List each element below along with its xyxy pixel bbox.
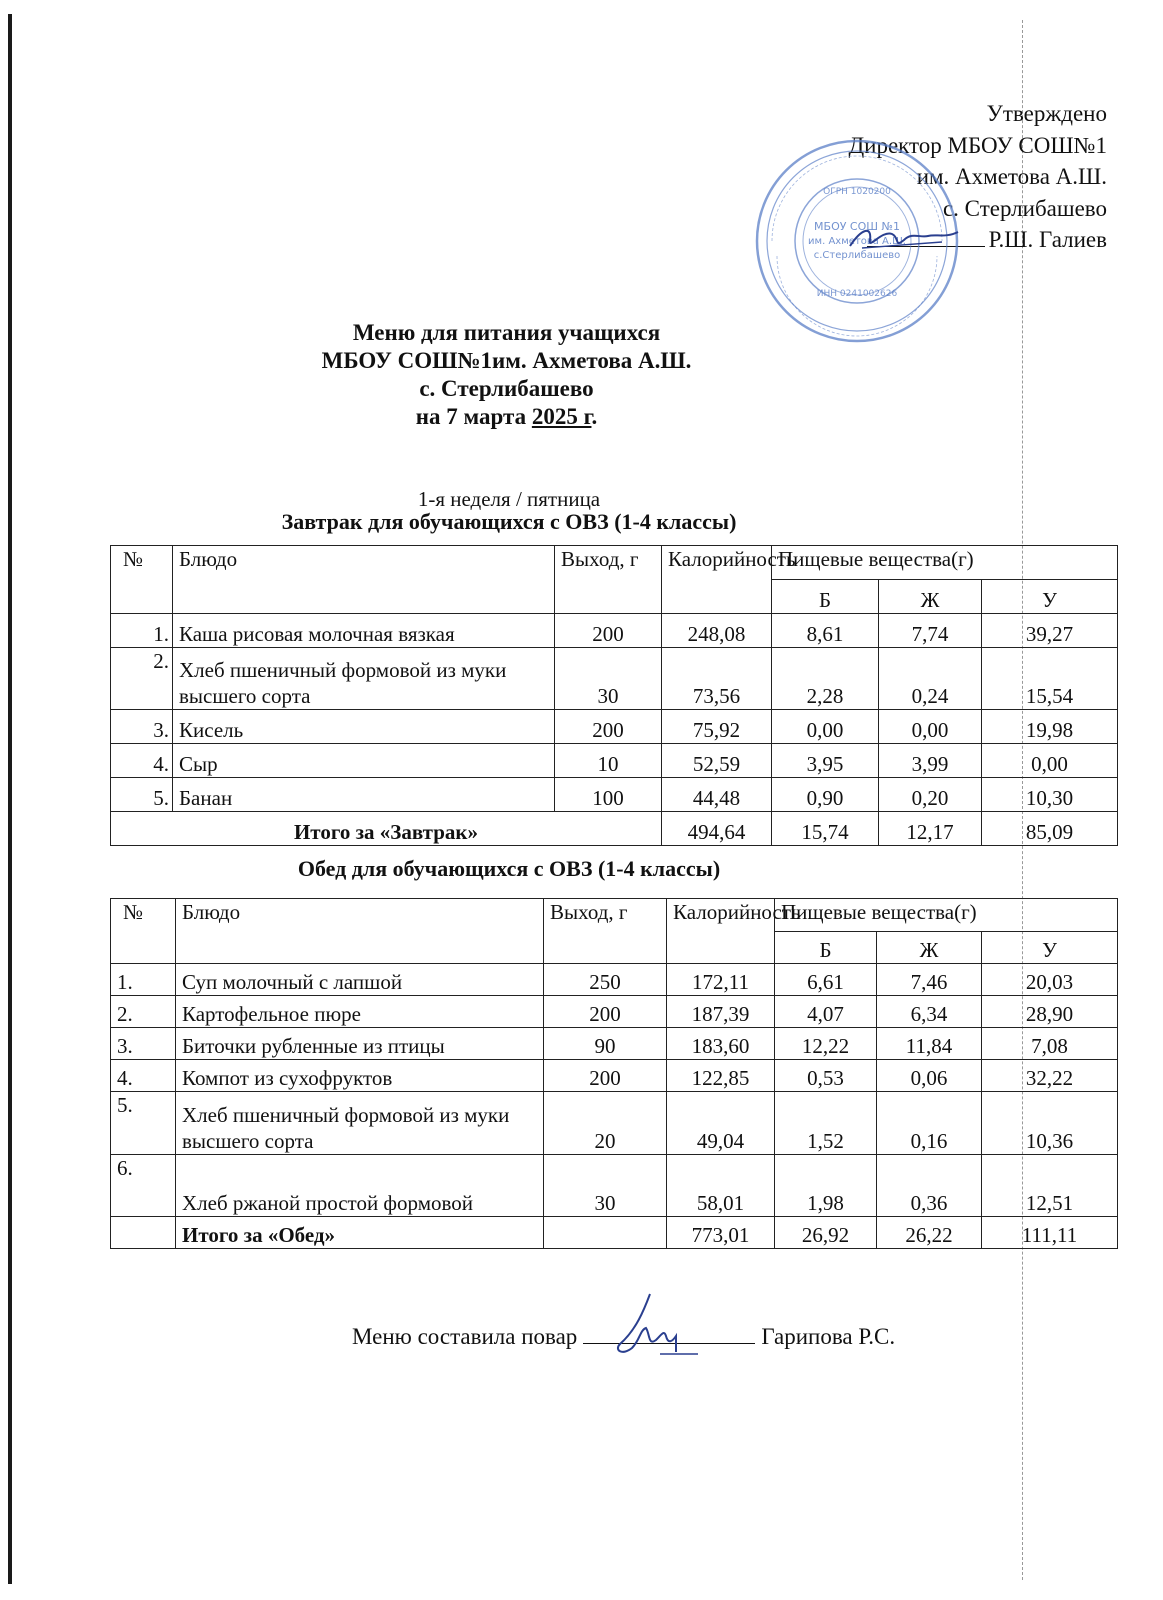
- row-carbs: 7,08: [982, 1028, 1118, 1060]
- lunch-header-protein: Б: [775, 932, 877, 964]
- breakfast-header-carbs: У: [982, 580, 1118, 614]
- table-row: [111, 1155, 1118, 1217]
- stamp-inner-line-1: МБОУ СОШ №1: [814, 220, 900, 233]
- total-protein: 26,92: [775, 1217, 877, 1249]
- breakfast-title-text: Завтрак для обучающихся с ОВЗ (1-4 классы): [281, 509, 737, 534]
- breakfast-header-num: №: [111, 546, 173, 614]
- row-fat: 7,74: [879, 614, 982, 648]
- row-number: 1.: [111, 614, 173, 648]
- total-carbs: 85,09: [982, 812, 1118, 846]
- total-protein: 15,74: [772, 812, 879, 846]
- breakfast-header-nutrients: Пищевые вещества(г): [772, 546, 1118, 580]
- row-carbs: 12,51: [982, 1155, 1118, 1217]
- table-row: [111, 964, 1118, 996]
- table-total-row: [111, 1217, 1118, 1249]
- approval-village: с. Стерлибашево: [942, 195, 1107, 221]
- menu-date-prefix: на 7 марта: [415, 404, 532, 429]
- approval-position: Директор МБОУ СОШ№1: [848, 132, 1107, 158]
- total-calories: 773,01: [667, 1217, 775, 1249]
- approval-title: Утверждено: [986, 101, 1107, 126]
- row-calories: 187,39: [667, 996, 775, 1028]
- row-dish: Сыр: [173, 744, 555, 778]
- stamp-inn: ИНН 0241002626: [816, 289, 898, 299]
- row-number: 2.: [111, 648, 173, 710]
- row-yield: 20: [544, 1092, 667, 1155]
- menu-title: Меню для питания учащихся: [352, 320, 661, 345]
- approval-school-name: им. Ахметова А.Ш.: [916, 164, 1107, 189]
- row-fat: 0,06: [877, 1060, 982, 1092]
- breakfast-title: [0, 509, 1163, 535]
- breakfast-header-protein: Б: [772, 580, 879, 614]
- row-fat: 0,36: [877, 1155, 982, 1217]
- table-total-row: [111, 812, 1118, 846]
- total-calories: 494,64: [662, 812, 772, 846]
- row-number: 1.: [111, 964, 176, 996]
- menu-school: МБОУ СОШ№1им. Ахметова А.Ш.: [321, 348, 692, 373]
- lunch-title-text: Обед для обучающихся с ОВЗ (1-4 классы): [297, 856, 721, 881]
- breakfast-header-fat: Ж: [879, 580, 982, 614]
- breakfast-header-calories: Калорийность: [662, 546, 772, 614]
- row-carbs: 32,22: [982, 1060, 1118, 1092]
- total-label: Итого за «Завтрак»: [111, 812, 662, 846]
- total-carbs: 111,11: [982, 1217, 1118, 1249]
- table-row: [111, 744, 1118, 778]
- row-protein: 6,61: [775, 964, 877, 996]
- row-number: 5.: [111, 1092, 176, 1155]
- row-carbs: 39,27: [982, 614, 1118, 648]
- row-yield: 30: [555, 648, 662, 710]
- row-calories: 75,92: [662, 710, 772, 744]
- total-fat: 26,22: [877, 1217, 982, 1249]
- table-row: [111, 996, 1118, 1028]
- row-dish: Хлеб пшеничный формовой из муки высшего сорта: [176, 1092, 544, 1155]
- row-protein: 1,52: [775, 1092, 877, 1155]
- stamp-ogrn: ОГРН 1020200: [823, 187, 891, 197]
- row-number: 5.: [111, 778, 173, 812]
- total-label: Итого за «Обед»: [176, 1217, 544, 1249]
- row-carbs: 0,00: [982, 744, 1118, 778]
- footer-label: Меню составила повар: [352, 1324, 578, 1349]
- row-dish: Суп молочный с лапшой: [176, 964, 544, 996]
- row-dish: Картофельное пюре: [176, 996, 544, 1028]
- stamp-inner-line-3: с.Стерлибашево: [813, 250, 901, 261]
- row-calories: 172,11: [667, 964, 775, 996]
- row-fat: 6,34: [877, 996, 982, 1028]
- row-protein: 0,90: [772, 778, 879, 812]
- menu-date: [0, 403, 1163, 431]
- row-protein: 3,95: [772, 744, 879, 778]
- row-carbs: 10,36: [982, 1092, 1118, 1155]
- row-calories: 183,60: [667, 1028, 775, 1060]
- lunch-header-carbs: У: [982, 932, 1118, 964]
- row-yield: 100: [555, 778, 662, 812]
- lunch-table: [110, 898, 1118, 1249]
- table-row: [111, 1060, 1118, 1092]
- row-protein: 0,53: [775, 1060, 877, 1092]
- row-number: 6.: [111, 1155, 176, 1217]
- lunch-header-dish: Блюдо: [176, 899, 544, 964]
- lunch-header-yield: Выход, г: [544, 899, 667, 964]
- lunch-header-num: №: [111, 899, 176, 964]
- row-yield: 200: [544, 996, 667, 1028]
- row-calories: 44,48: [662, 778, 772, 812]
- row-calories: 248,08: [662, 614, 772, 648]
- total-empty-cell: [111, 1217, 176, 1249]
- stamp-inner-line-2: им. Ахметова А.Ш.: [808, 236, 906, 247]
- row-dish: Биточки рубленные из птицы: [176, 1028, 544, 1060]
- row-number: 4.: [111, 1060, 176, 1092]
- total-yield-empty: [544, 1217, 667, 1249]
- cook-signature: [610, 1290, 700, 1362]
- week-label-text: 1-я неделя / пятница: [417, 487, 601, 511]
- row-fat: 11,84: [877, 1028, 982, 1060]
- row-protein: 4,07: [775, 996, 877, 1028]
- table-row: [111, 614, 1118, 648]
- row-fat: 0,16: [877, 1092, 982, 1155]
- row-yield: 200: [544, 1060, 667, 1092]
- row-number: 2.: [111, 996, 176, 1028]
- row-yield: 90: [544, 1028, 667, 1060]
- row-calories: 122,85: [667, 1060, 775, 1092]
- row-protein: 8,61: [772, 614, 879, 648]
- table-row: [111, 648, 1118, 710]
- row-carbs: 19,98: [982, 710, 1118, 744]
- scan-page-edge: [8, 14, 12, 1584]
- row-carbs: 20,03: [982, 964, 1118, 996]
- row-calories: 49,04: [667, 1092, 775, 1155]
- table-row: [111, 1092, 1118, 1155]
- row-dish: Хлеб ржаной простой формовой: [176, 1155, 544, 1217]
- row-yield: 200: [555, 614, 662, 648]
- menu-title-block: [0, 319, 1163, 431]
- lunch-header-fat: Ж: [877, 932, 982, 964]
- total-fat: 12,17: [879, 812, 982, 846]
- director-signature: [842, 218, 962, 258]
- row-fat: 7,46: [877, 964, 982, 996]
- row-protein: 2,28: [772, 648, 879, 710]
- row-protein: 0,00: [772, 710, 879, 744]
- lunch-header-nutrients: Пищевые вещества(г): [775, 899, 1118, 932]
- table-row: [111, 710, 1118, 744]
- row-dish: Каша рисовая молочная вязкая: [173, 614, 555, 648]
- row-yield: 200: [555, 710, 662, 744]
- row-yield: 250: [544, 964, 667, 996]
- row-protein: 1,98: [775, 1155, 877, 1217]
- row-fat: 0,20: [879, 778, 982, 812]
- row-number: 3.: [111, 710, 173, 744]
- row-calories: 73,56: [662, 648, 772, 710]
- lunch-header-calories: Калорийность: [667, 899, 775, 964]
- approval-signer: Р.Ш. Галиев: [988, 227, 1107, 252]
- row-fat: 0,00: [879, 710, 982, 744]
- row-dish: Компот из сухофруктов: [176, 1060, 544, 1092]
- footer-cook-name: Гарипова Р.С.: [761, 1324, 896, 1349]
- breakfast-header-dish: Блюдо: [173, 546, 555, 614]
- row-carbs: 28,90: [982, 996, 1118, 1028]
- row-dish: Кисель: [173, 710, 555, 744]
- row-calories: 52,59: [662, 744, 772, 778]
- row-carbs: 15,54: [982, 648, 1118, 710]
- row-dish: Банан: [173, 778, 555, 812]
- row-fat: 3,99: [879, 744, 982, 778]
- row-carbs: 10,30: [982, 778, 1118, 812]
- breakfast-table: [110, 545, 1118, 846]
- menu-date-year: 2025 г: [531, 404, 592, 429]
- row-dish: Хлеб пшеничный формовой из муки высшего сорта: [173, 648, 555, 710]
- lunch-title: [0, 856, 1163, 882]
- row-yield: 10: [555, 744, 662, 778]
- row-number: 4.: [111, 744, 173, 778]
- row-protein: 12,22: [775, 1028, 877, 1060]
- table-row: [111, 778, 1118, 812]
- row-number: 3.: [111, 1028, 176, 1060]
- row-yield: 30: [544, 1155, 667, 1217]
- breakfast-header-yield: Выход, г: [555, 546, 662, 614]
- row-fat: 0,24: [879, 648, 982, 710]
- row-calories: 58,01: [667, 1155, 775, 1217]
- table-row: [111, 1028, 1118, 1060]
- menu-village: с. Стерлибашево: [419, 376, 594, 401]
- menu-date-suffix: .: [591, 404, 598, 429]
